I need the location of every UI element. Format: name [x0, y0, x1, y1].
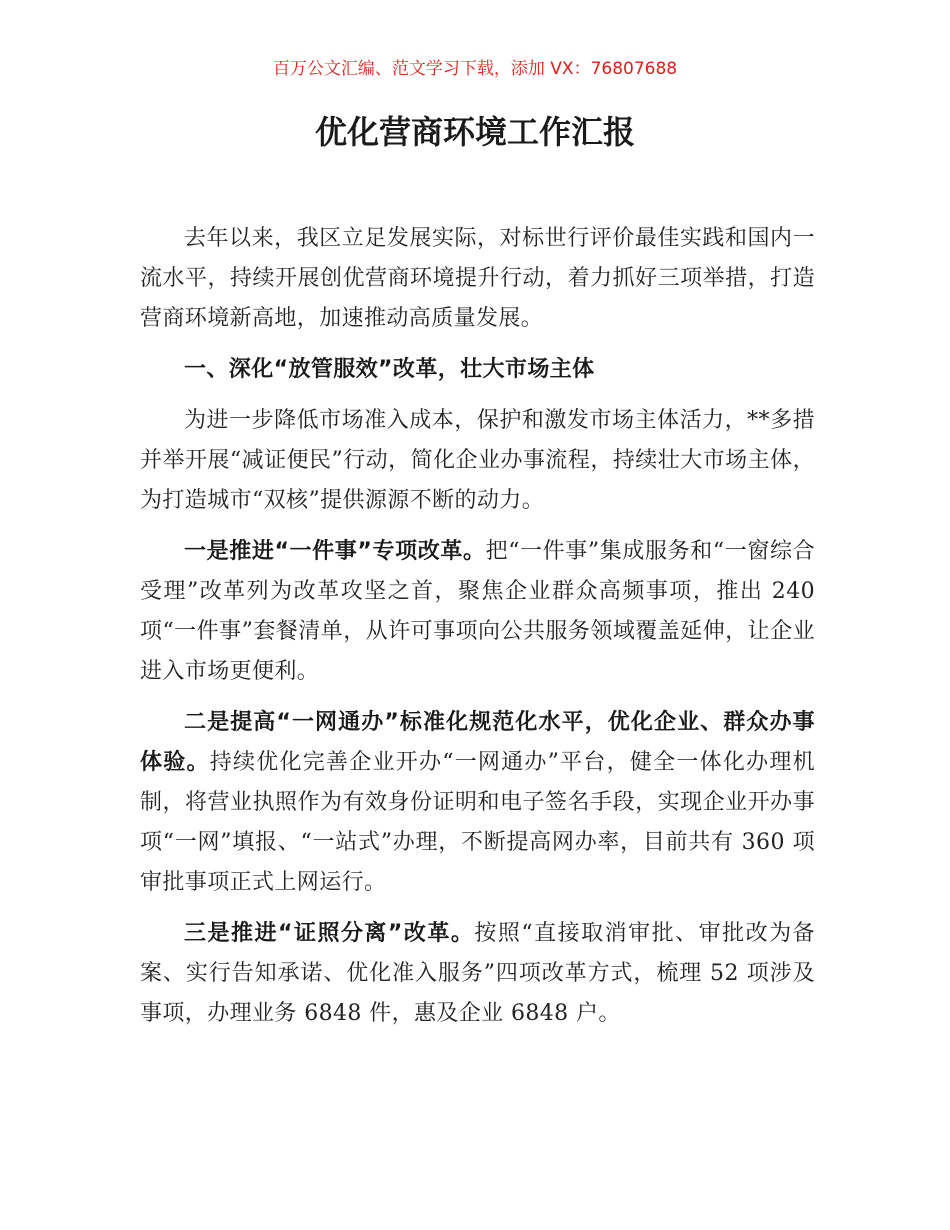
- item-text: 持续优化完善企业开办“一网通办”平台，健全一体化办理机制，将营业执照作为有效身份证明和电子签名手段，实现企业开办事项“一网”填报、“一站式”办理，不断提高网办率，目前共有 360 项审批事项正式上网运行。: [140, 750, 816, 895]
- document-title: 优化营商环境工作汇报: [314, 113, 635, 151]
- intro-paragraph: 去年以来，我区立足发展实际，对标世行评价最佳实践和国内一流水平，持续开展创优营商环境提升行动，着力抓好三项举措，打造营商环境新高地，加速推动高质量发展。: [140, 226, 815, 331]
- section-intro-paragraph: 为进一步降低市场准入成本，保护和激发市场主体活力，**多措并举开展“减证便民”行动，简化企业办事流程，持续壮大市场主体，为打造城市“双核”提供源源不断的动力。: [140, 408, 815, 513]
- item-text: 按照“直接取消审批、审批改为备案、实行告知承诺、优化准入服务”四项改革方式，梳理 52 项涉及事项，办理业务 6848 件，惠及企业 6848 户。: [140, 921, 815, 1026]
- watermark-banner: 百万公文汇编、范文学习下载，添加 VX：76807688: [272, 59, 678, 79]
- item-paragraph-2: [140, 703, 815, 903]
- item-paragraph-3: [140, 914, 815, 1034]
- item-lead: 二是提高“一网通办”标准化规范化水平，优化企业、群众办事体验。: [140, 710, 815, 775]
- section-heading: 一、深化“放管服效”改革，壮大市场主体: [184, 357, 595, 382]
- item-lead: 三是推进“证照分离”改革。: [184, 921, 475, 946]
- item-text: 把“一件事”集成服务和“一窗综合受理”改革列为改革攻坚之首，聚焦企业群众高频事项，推出 240 项“一件事”套餐清单，从许可事项向公共服务领域覆盖延伸，让企业进入市场更便利。: [140, 539, 815, 684]
- item-lead: 一是推进“一件事”专项改革。: [184, 539, 486, 564]
- document-body: [140, 219, 815, 1034]
- item-paragraph-1: [140, 532, 815, 692]
